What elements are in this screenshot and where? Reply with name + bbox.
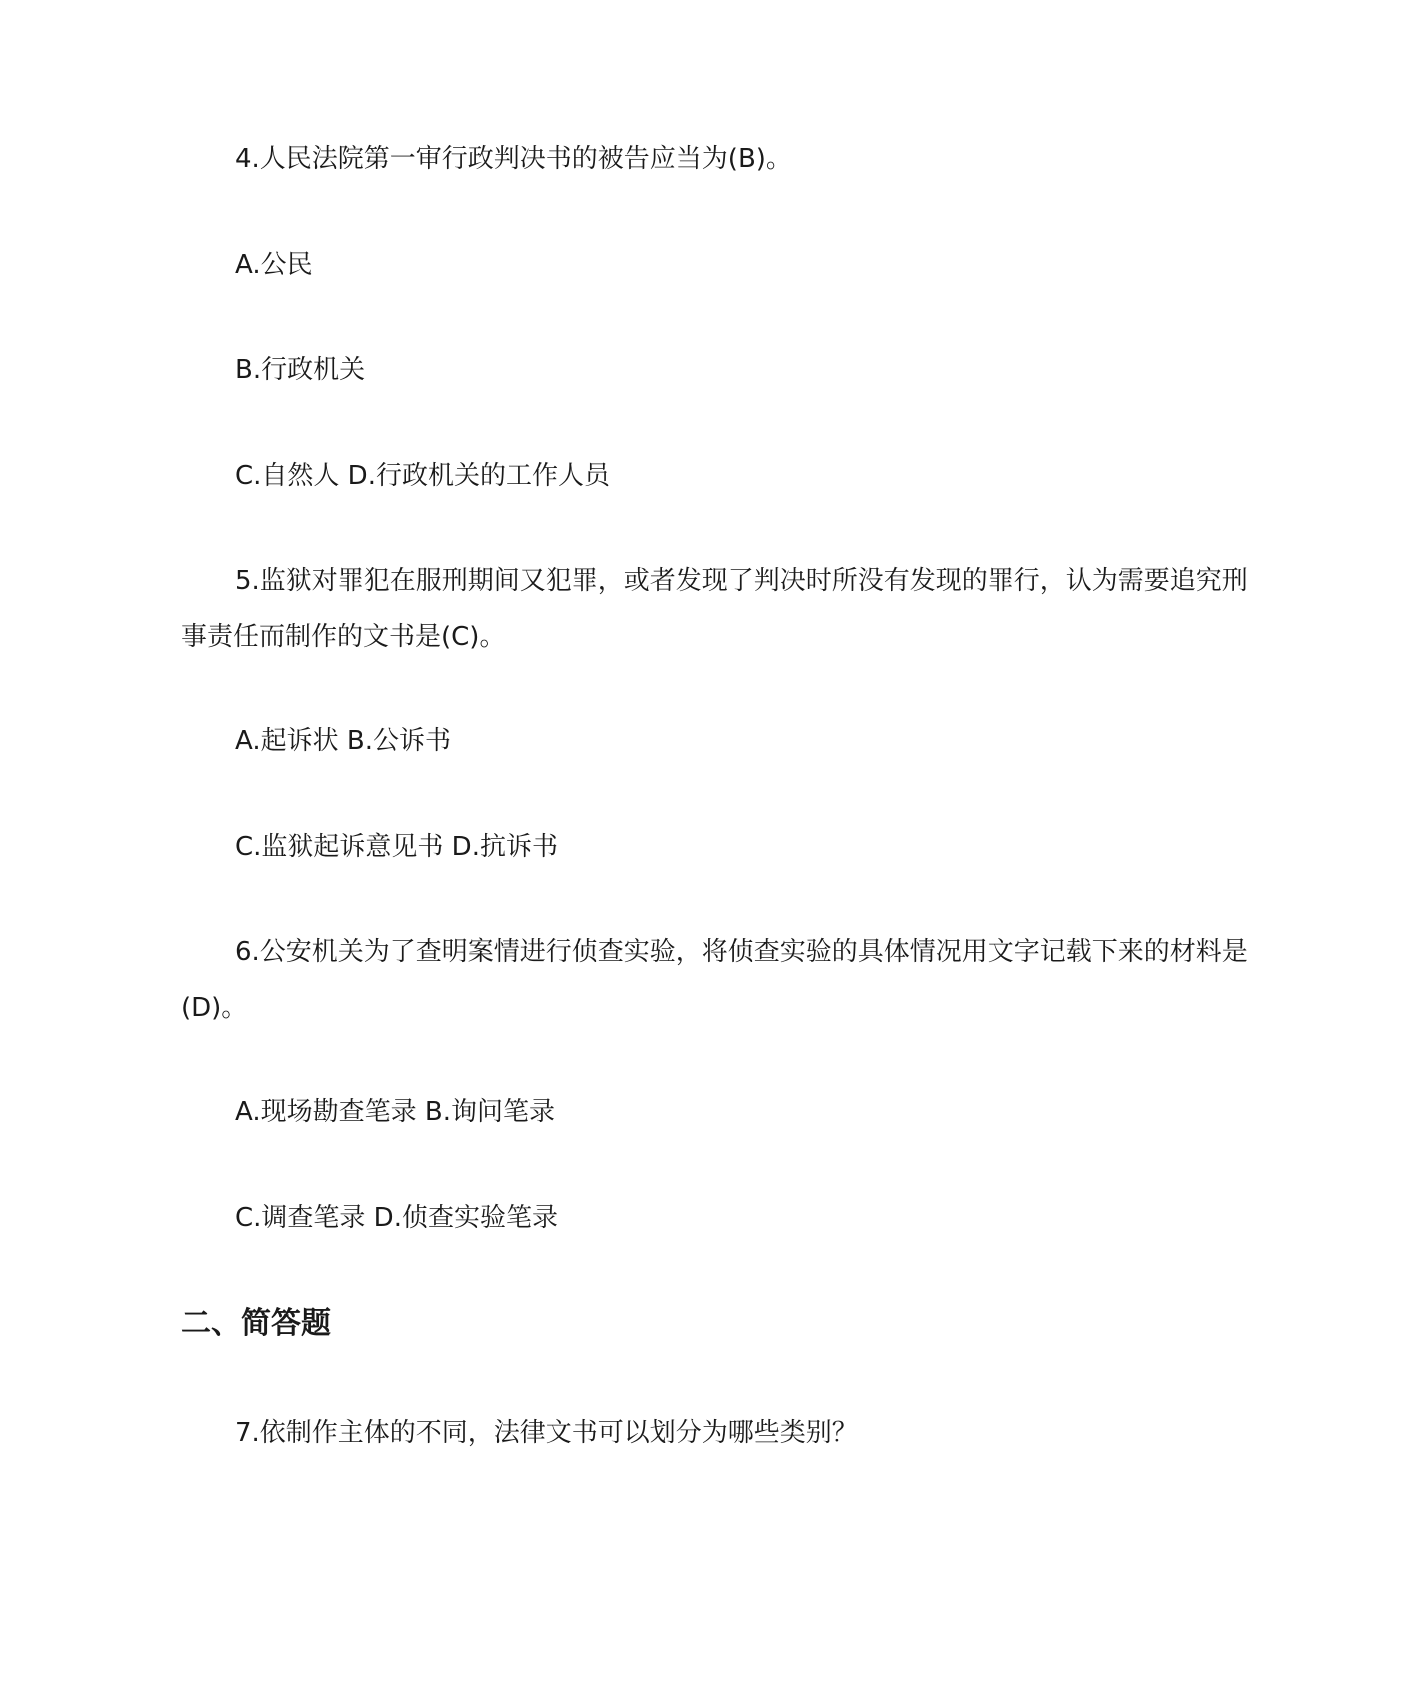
question-5-options-cd: C.监狱起诉意见书 D.抗诉书	[235, 832, 558, 862]
question-7-stem: 7.依制作主体的不同，法律文书可以划分为哪些类别？	[235, 1418, 858, 1448]
question-6-options-ab: A.现场勘查笔录 B.询问笔录	[235, 1097, 555, 1127]
question-4-stem: 4.人民法院第一审行政判决书的被告应当为(B)。	[235, 144, 792, 174]
question-6-options-cd: C.调查笔录 D.侦查实验笔录	[235, 1203, 558, 1233]
section-heading: 二、简答题	[181, 1306, 331, 1341]
question-4-options-cd: C.自然人 D.行政机关的工作人员	[235, 461, 610, 491]
question-5-options-ab: A.起诉状 B.公诉书	[235, 726, 451, 756]
question-5-stem: 5.监狱对罪犯在服刑期间又犯罪，或者发现了判决时所没有发现的罪行，认为需要追究刑事责任而制作的文书是(C)。	[181, 566, 1248, 652]
question-4-option-a: A.公民	[235, 250, 313, 280]
question-6-stem: 6.公安机关为了查明案情进行侦查实验，将侦查实验的具体情况用文字记载下来的材料是(D)。	[181, 937, 1248, 1023]
question-4-option-b: B.行政机关	[235, 355, 366, 385]
